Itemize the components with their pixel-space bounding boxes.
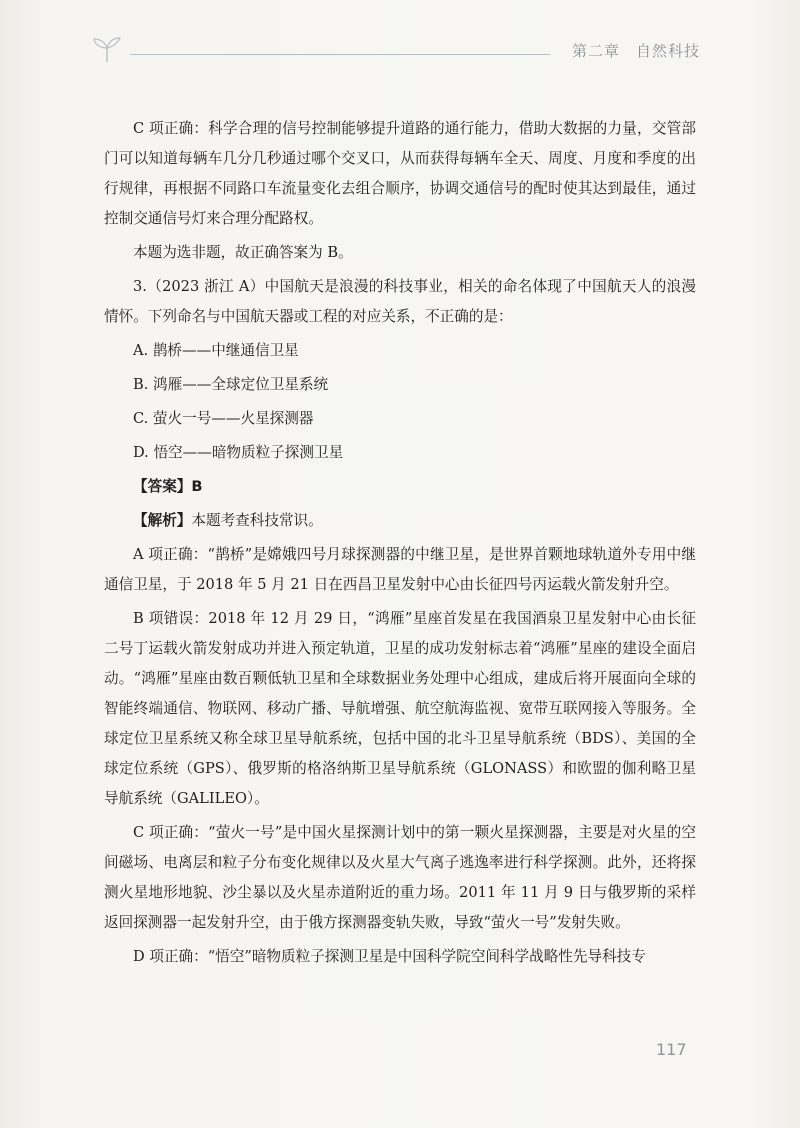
answer-line (104, 472, 696, 502)
analysis-line (104, 506, 696, 536)
option-d: D. 悟空——暗物质粒子探测卫星 (133, 444, 344, 461)
option-b: B. 鸿雁——全球定位卫星系统 (133, 376, 329, 393)
paragraph-c-yinghuo: C 项正确：“萤火一号”是中国火星探测计划中的第一颗火星探测器，主要是对火星的空间磁场、电离层和粒子分布变化规律以及火星大气离子逃逸率进行科学探测。此外，还将探测火星地形地貌、沙尘暴以及火星赤道附近的重力场。2011 年 11 月 9 日与俄罗斯的采样返回探测器一起发射升空，由于俄方探测器变轨失败，导致“萤火一号”发射失败。 (104, 824, 696, 931)
paragraph-b-hongyan: B 项错误：2018 年 12 月 29 日，“鸿雁”星座首发星在我国酒泉卫星发射中心由长征二号丁运载火箭发射成功并进入预定轨道，卫星的成功发射标志着“鸿雁”星座的建设全面启动。“鸿雁”星座由数百颗低轨卫星和全球数据业务处理中心组成，建成后将开展面向全球的智能终端通信、物联网、移动广播、导航增强、航空航海监视、宽带互联网接入等服务。全球定位卫星系统又称全球卫星导航系统，包括中国的北斗卫星导航系统（BDS）、美国的全球定位系统（GPS）、俄罗斯的格洛纳斯卫星导航系统（GLONASS）和欧盟的伽利略卫星导航系统（GALILEO）。 (104, 610, 696, 807)
option-a: A. 鹊桥——中继通信卫星 (133, 342, 299, 359)
answer-label: 【答案】 (133, 478, 192, 495)
answer-value: B (191, 478, 203, 495)
option-c: C. 萤火一号——火星探测器 (133, 410, 314, 427)
paragraph-a-queqiao: A 项正确：“鹊桥”是嫦娥四号月球探测器的中继卫星，是世界首颗地球轨道外专用中继通信卫星，于 2018 年 5 月 21 日在西昌卫星发射中心由长征四号丙运载火箭发射升空。 (104, 546, 696, 593)
question-stem: 3.（2023 浙江 A）中国航天是浪漫的科技事业，相关的命名体现了中国航天人的浪漫情怀。下列命名与中国航天器或工程的对应关系，不正确的是： (104, 278, 696, 325)
chapter-title: 第二章 自然科技 (571, 42, 700, 60)
page-body (104, 114, 696, 972)
running-header (90, 36, 700, 66)
previous-answer: 本题为选非题，故正确答案为 B。 (133, 244, 353, 261)
sprout-icon (90, 36, 124, 64)
page-number: 117 (656, 1040, 687, 1059)
header-rule (130, 54, 550, 55)
paragraph-d-wukong: D 项正确：“悟空”暗物质粒子探测卫星是中国科学院空间科学战略性先导科技专 (133, 948, 646, 965)
analysis-text: 本题考查科技常识。 (191, 512, 323, 529)
paragraph-c-traffic: C 项正确：科学合理的信号控制能够提升道路的通行能力，借助大数据的力量，交管部门可以知道每辆车几分几秒通过哪个交叉口，从而获得每辆车全天、周度、月度和季度的出行规律，再根据不同路口车流量变化去组合顺序，协调交通信号的配时使其达到最佳，通过控制交通信号灯来合理分配路权。 (104, 120, 696, 227)
analysis-label: 【解析】 (133, 512, 192, 529)
